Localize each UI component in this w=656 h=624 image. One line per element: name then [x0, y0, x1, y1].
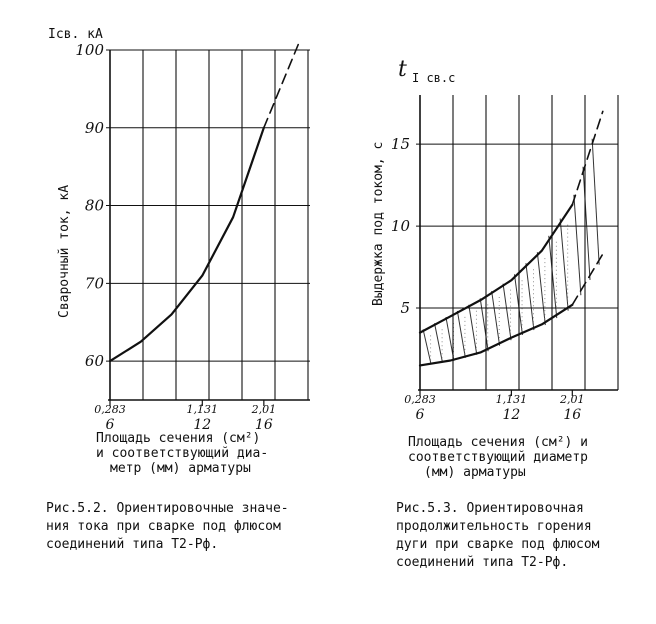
- figure-caption-5-2: Рис.5.2. Ориентировочные значе- ния тока при сварке под флюсом соединений типа Т2-Рф.: [46, 501, 289, 552]
- hatch-line: [574, 195, 581, 295]
- hatch-line: [469, 305, 477, 355]
- hatch-line: [583, 167, 590, 280]
- current-x-tick-diameter-label: 16: [254, 417, 273, 433]
- hatch-line: [457, 311, 465, 358]
- hatch-line: [549, 236, 557, 318]
- figure-caption-5-3: Рис.5.3. Ориентировочная продолжительность горения дуги при сварке под флюсом соединений типа Т2-Рф.: [396, 501, 600, 570]
- current-x-tick-area-label: 1,131: [186, 403, 219, 416]
- current-y-tick-label: 70: [84, 274, 104, 293]
- duration-y-axis-label: Выдержка под током, с: [371, 141, 386, 306]
- duration-y-tick-label: 15: [390, 135, 410, 154]
- hatch-line: [560, 219, 568, 311]
- duration-axis-title: t: [398, 57, 407, 82]
- current-x-tick-area-label: 0,283: [94, 403, 126, 416]
- duration-y-tick-label: 10: [390, 217, 410, 236]
- current-series-0: [110, 128, 264, 361]
- current-y-tick-label: 80: [84, 196, 104, 215]
- current-chart: [48, 27, 310, 476]
- hatch-line: [492, 291, 500, 346]
- current-x-label-line-2: и соответствующий диа-: [96, 446, 269, 461]
- duration-x-tick-diameter-label: 12: [502, 407, 521, 423]
- duration-series-2: [572, 111, 603, 204]
- duration-x-label-line-1: Площадь сечения (см²) и: [408, 435, 589, 450]
- duration-x-tick-diameter-label: 16: [563, 407, 582, 423]
- duration-axis-title-sub: I св.с: [412, 71, 456, 85]
- duration-series-0: [420, 205, 572, 333]
- duration-x-tick-area-label: 2,01: [560, 393, 585, 406]
- current-series-1: [264, 42, 299, 128]
- duration-x-tick-area-label: 1,131: [495, 393, 528, 406]
- duration-series-1: [420, 305, 572, 366]
- current-axis-title: Iсв. кА: [48, 27, 103, 42]
- current-x-tick-area-label: 2,01: [251, 403, 277, 416]
- hatch-line: [435, 323, 443, 362]
- duration-x-tick-area-label: 0,283: [404, 393, 436, 406]
- hatch-line: [423, 329, 431, 364]
- hatch-line: [480, 298, 488, 351]
- current-x-tick-diameter-label: 12: [193, 417, 212, 433]
- hatch-line: [592, 139, 599, 265]
- hatch-line: [503, 284, 511, 341]
- current-y-axis-label: Сварочный ток, кА: [57, 184, 72, 318]
- duration-y-tick-label: 5: [400, 299, 410, 318]
- duration-series-3: [572, 254, 603, 305]
- duration-x-tick-diameter-label: 6: [415, 407, 425, 423]
- duration-x-label-line-3: (мм) арматуры: [424, 465, 526, 480]
- current-y-tick-label: 60: [84, 352, 104, 371]
- duration-x-label-line-2: соответствующий диаметр: [408, 450, 589, 465]
- arc-duration-chart: [371, 57, 618, 480]
- current-y-tick-label: 100: [75, 41, 104, 59]
- hatch-line: [537, 252, 545, 325]
- current-x-label-line-3: метр (мм) арматуры: [110, 461, 251, 476]
- current-y-tick-label: 90: [84, 118, 104, 137]
- hatch-line: [526, 263, 534, 330]
- current-x-tick-diameter-label: 6: [105, 417, 115, 433]
- current-x-label-line-1: Площадь сечения (см²): [96, 431, 261, 446]
